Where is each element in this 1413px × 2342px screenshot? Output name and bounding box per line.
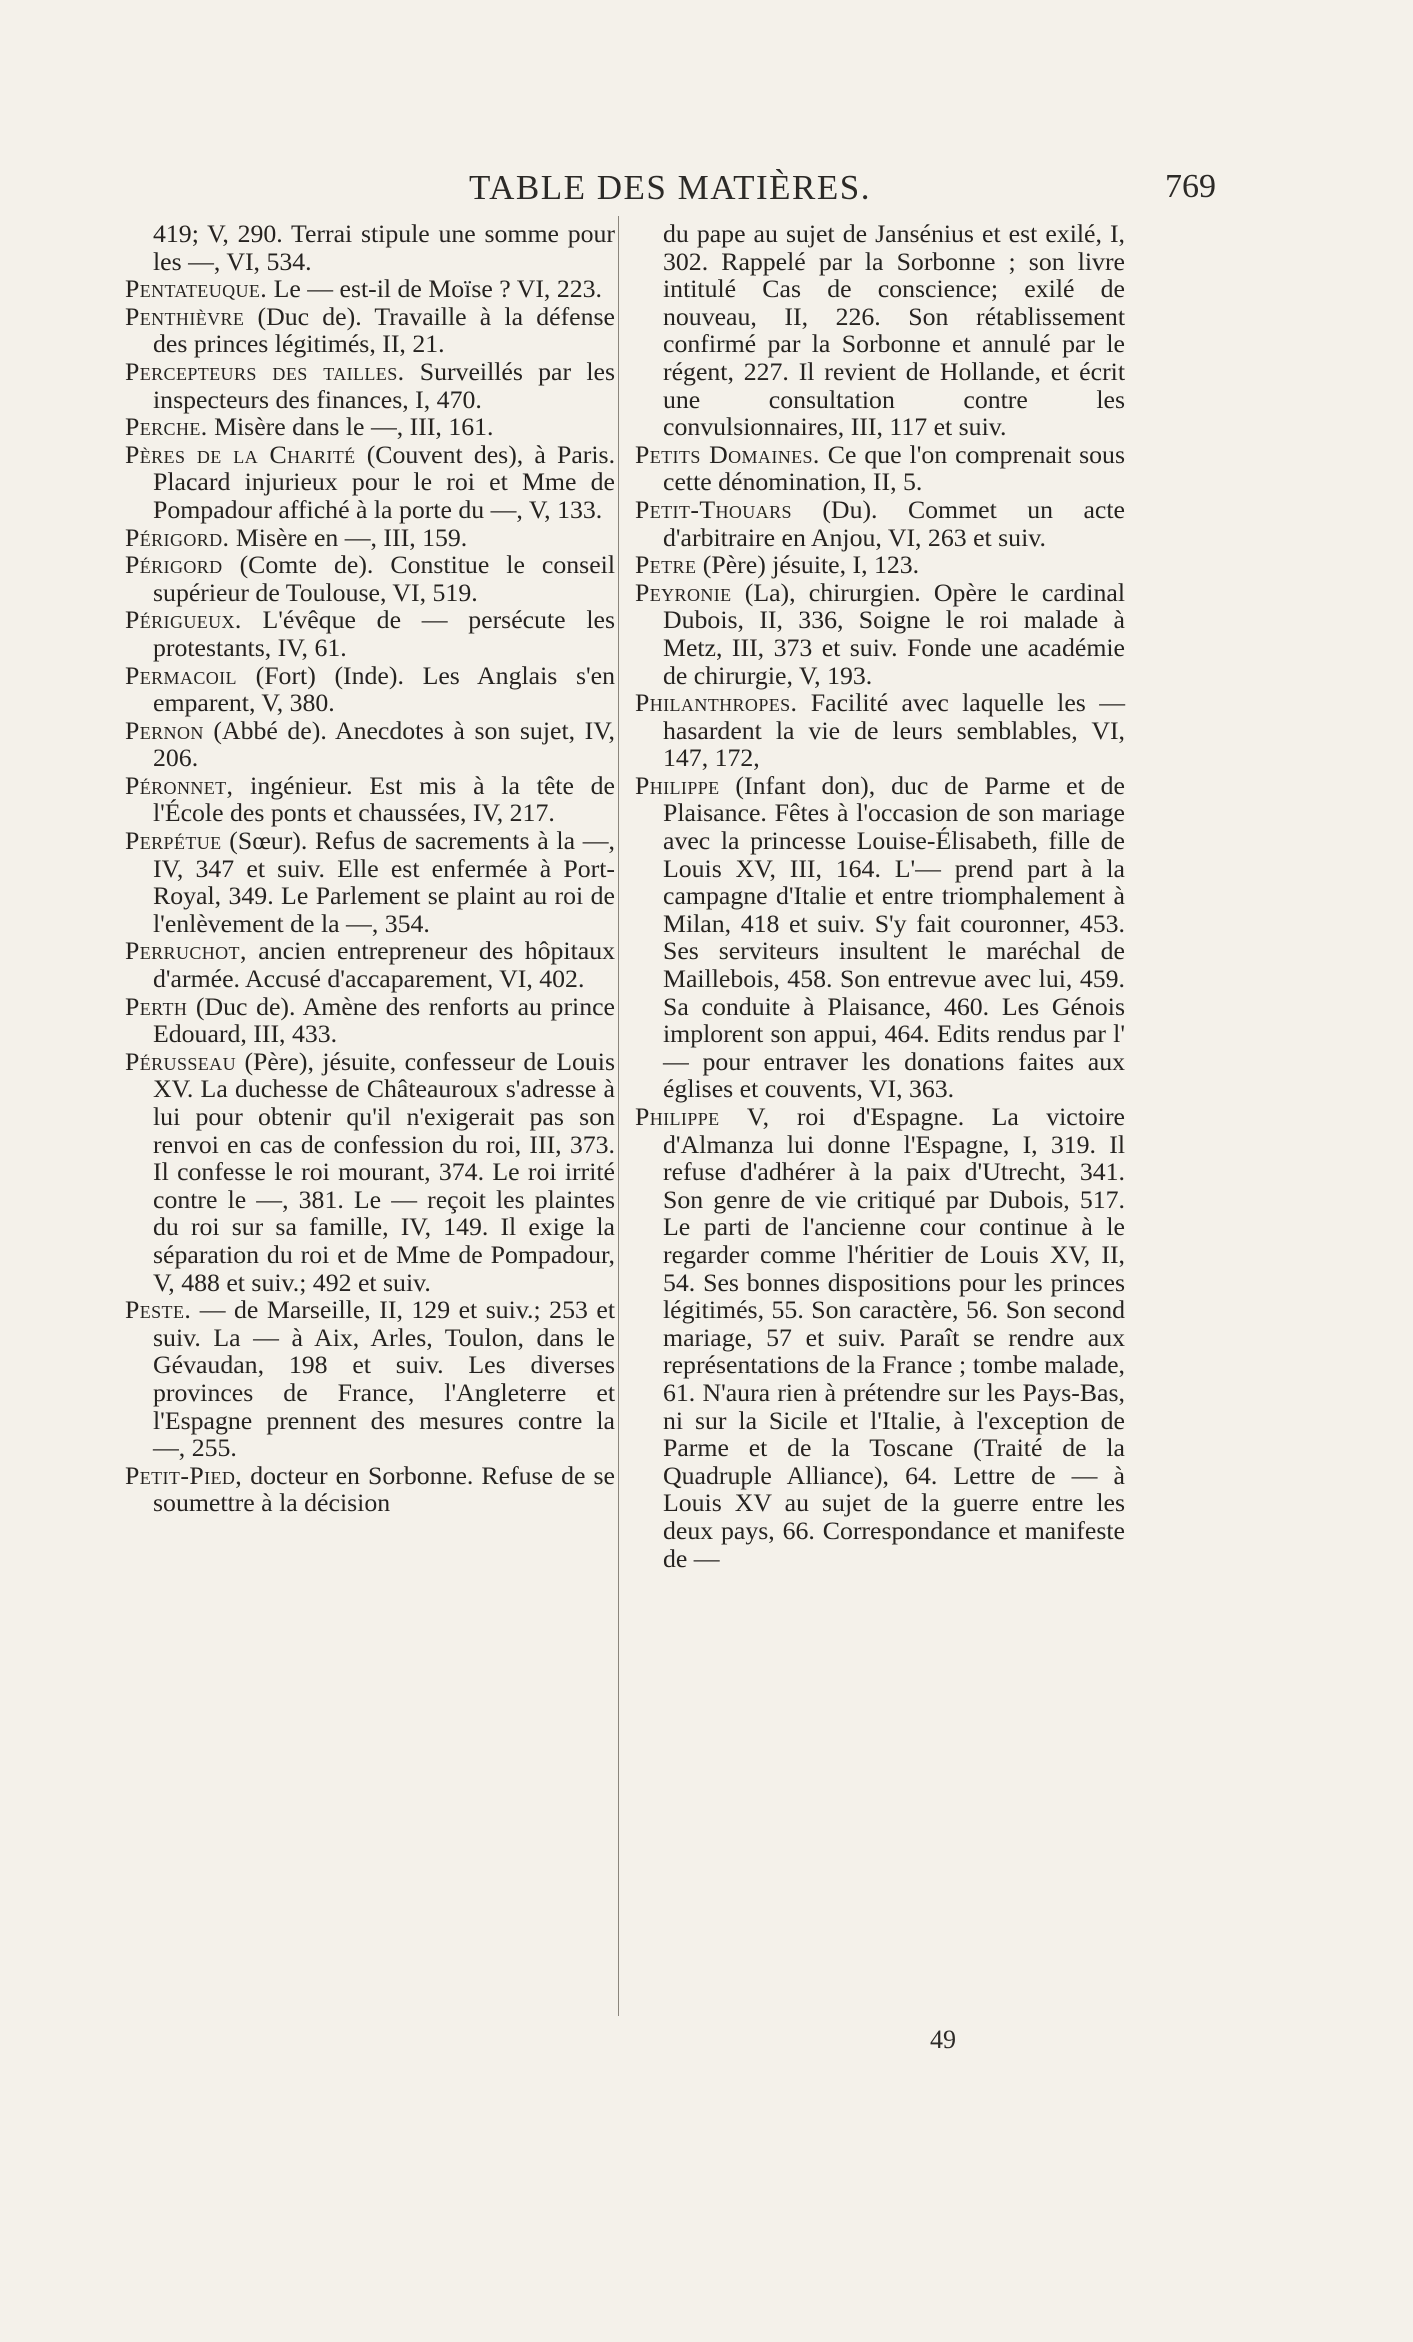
entry-headword: Pernon <box>125 715 204 745</box>
index-entry <box>125 717 615 772</box>
entry-headword: Philanthropes. <box>635 688 798 718</box>
entry-text: (Couvent des), à Paris. Placard injurieux pour le roi et Mme de Pompadour affiché à la porte du —, V, 133. <box>153 439 616 524</box>
index-entry <box>125 606 615 661</box>
entry-headword: Perruchot, <box>125 936 247 966</box>
entry-text: Ce que l'on comprenait sous cette dénomination, II, 5. <box>663 439 1125 497</box>
entry-text: (Sœur). Refus de sacrements à la —, IV, 347 et suiv. Elle est enfermée à Port-Royal, 349. Le Parlement se plaint au roi de l'enlèvement de la —, 354. <box>153 826 615 938</box>
entry-text: du pape au sujet de Jansénius et est exilé, I, 302. Rappelé par la Sorbonne ; son livre intitulé Cas de conscience; exilé de nouveau, II, 226. Son rétablissement confirmé par la Sorbonne et annulé par le régent, 227. Il revient de Hollande, et écrit une consultation contre les convulsionnaires, III, 117 et suiv. <box>663 219 1125 442</box>
entry-text: (Du). Commet un acte d'arbitraire en Anjou, VI, 263 et suiv. <box>663 494 1125 552</box>
entry-headword: Pentateuque. <box>125 274 268 304</box>
entry-headword: Permacoil <box>125 660 237 690</box>
entry-text: docteur en Sorbonne. Refuse de se soumettre à la décision <box>153 1460 616 1518</box>
entry-headword: Philippe <box>635 770 720 800</box>
index-entry <box>635 551 1125 579</box>
index-entry <box>125 1296 615 1462</box>
column-divider <box>618 216 619 2016</box>
index-entry <box>635 772 1125 1103</box>
entry-text: (Fort) (Inde). Les Anglais s'en emparent, V, 380. <box>153 660 615 718</box>
entry-text: (Père), jésuite, confesseur de Louis XV. La duchesse de Châteauroux s'adresse à lui pour obtenir qu'il n'exigerait pas son renvoi en cas de confession du roi, III, 373. Il confesse le roi mourant, 374. Le roi irrité contre le —, 381. Le — reçoit les plaintes du roi sur sa famille, IV, 149. Il exige la séparation du roi et de Mme de Pompadour, V, 488 et suiv.; 492 et suiv. <box>153 1046 616 1297</box>
entry-text: (Duc de). Travaille à la défense des princes légitimés, II, 21. <box>153 301 616 359</box>
entry-text: (Comte de). Constitue le conseil supérieur de Toulouse, VI, 519. <box>153 550 615 607</box>
index-entry <box>125 275 615 303</box>
entry-headword: Philippe V, <box>635 1102 770 1131</box>
entry-text: (Duc de). Amène des renforts au prince Edouard, III, 433. <box>153 991 616 1049</box>
entry-headword: Petits Domaines. <box>635 439 820 469</box>
index-entry <box>125 772 615 827</box>
index-entry <box>125 1462 615 1517</box>
index-entry <box>635 496 1125 551</box>
entry-text: Surveillés par les inspecteurs des finances, I, 470. <box>153 356 615 414</box>
page-header <box>120 160 1220 220</box>
entry-headword: Péronnet, <box>125 770 234 800</box>
entry-text: (Abbé de). Anecdotes à son sujet, IV, 206. <box>153 715 615 773</box>
index-entry <box>125 827 615 937</box>
signature-mark: 49 <box>930 2025 956 2054</box>
entry-text: 419; V, 290. Terrai stipule une somme pour les —, VI, 534. <box>153 219 615 276</box>
index-entry <box>125 662 615 717</box>
entry-headword: Perpétue <box>125 826 222 856</box>
entry-headword: Peste. <box>125 1295 192 1325</box>
page-number: 769 <box>1165 168 1216 205</box>
entry-headword: Périgueux. <box>125 605 242 635</box>
entry-headword: Petre <box>635 550 697 580</box>
entry-headword: Percepteurs des tailles. <box>125 356 405 386</box>
entry-headword: Petit-Pied, <box>125 1460 243 1490</box>
entry-headword: Périgord. <box>125 522 230 552</box>
index-entry <box>125 524 615 552</box>
entry-headword: Penthièvre <box>125 301 245 331</box>
entry-text: roi d'Espagne. La victoire d'Almanza lui donne l'Espagne, I, 319. Il refuse d'adhérer à la paix d'Utrecht, 341. Son genre de vie critiqué par Dubois, 517. Le parti de l'ancienne cour continue à le regarder comme l'héritier de Louis XV, II, 54. Ses bonnes dispositions pour les princes légitimés, 55. Son caractère, 56. Son second mariage, 57 et suiv. Paraît se rendre aux représentations de la France ; tombe malade, 61. N'aura rien à prétendre sur les Pays-Bas, ni sur la Sicile et l'Italie, à l'exception de Parme et de la Toscane (Traité de la Quadruple Alliance), 64. Lettre de — à Louis XV au sujet de la guerre entre les deux pays, 66. Correspondance et manifeste de — <box>663 1102 1126 1573</box>
index-entry <box>635 1103 1125 1572</box>
index-entry <box>125 993 615 1048</box>
entry-headword: Pérusseau <box>125 1046 236 1076</box>
entry-text: Facilité avec laquelle les — hasardent la vie de leurs semblables, VI, 147, 172, <box>663 688 1125 773</box>
index-entry <box>635 441 1125 496</box>
right-column <box>635 220 1125 1572</box>
index-entry <box>125 1048 615 1296</box>
index-entry <box>635 579 1125 689</box>
entry-text: ingénieur. Est mis à la tête de l'École des ponts et chaussées, IV, 217. <box>153 770 616 828</box>
entry-headword: Petit-Thouars <box>635 494 792 524</box>
index-entry <box>125 937 615 992</box>
entry-headword: Perche. <box>125 412 208 442</box>
left-column <box>125 220 615 1517</box>
index-entry <box>635 689 1125 772</box>
index-entry <box>125 358 615 413</box>
index-entry <box>635 220 1125 441</box>
entry-text: Misère dans le —, III, 161. <box>214 412 494 442</box>
entry-text: — de Marseille, II, 129 et suiv.; 253 et suiv. La — à Aix, Arles, Toulon, dans le Gévaudan, 198 et suiv. Les diverses provinces de France, l'Angleterre et l'Espagne prennent des mesures contre la —, 255. <box>153 1295 615 1463</box>
entry-text: Le — est-il de Moïse ? VI, 223. <box>273 274 602 304</box>
entry-text: (Père) jésuite, I, 123. <box>702 550 920 580</box>
entry-headword: Peyronie <box>635 577 732 607</box>
entry-headword: Perth <box>125 991 188 1021</box>
entry-text: (Infant don), duc de Parme et de Plaisance. Fêtes à l'occasion de son mariage avec la princesse Louise-Élisabeth, fille de Louis XV, III, 164. L'— prend part à la campagne d'Italie et entre triomphalement à Milan, 418 et suiv. S'y fait couronner, 453. Ses serviteurs insultent le maréchal de Maillebois, 458. Son entrevue avec lui, 459. Sa conduite à Plaisance, 460. Les Génois implorent son appui, 464. Edits rendus par l' — pour entraver les donations faites aux églises et couvents, VI, 363. <box>663 770 1125 1104</box>
page-title: TABLE DES MATIÈRES. <box>469 168 871 207</box>
index-entry <box>125 220 615 275</box>
entry-text: (La), chirurgien. Opère le cardinal Dubois, II, 336, Soigne le roi malade à Metz, III, 373 et suiv. Fonde une académie de chirurgie, V, 193. <box>663 577 1125 690</box>
index-entry <box>125 413 615 441</box>
entry-text: Misère en —, III, 159. <box>235 522 468 552</box>
index-entry <box>125 551 615 606</box>
entry-text: L'évêque de — persécute les protestants, IV, 61. <box>153 605 615 662</box>
index-entry <box>125 303 615 358</box>
index-entry <box>125 441 615 524</box>
entry-headword: Périgord <box>125 550 223 580</box>
entry-text: ancien entrepreneur des hôpitaux d'armée. Accusé d'accaparement, VI, 402. <box>153 936 615 994</box>
entry-headword: Pères de la Charité <box>125 439 356 469</box>
